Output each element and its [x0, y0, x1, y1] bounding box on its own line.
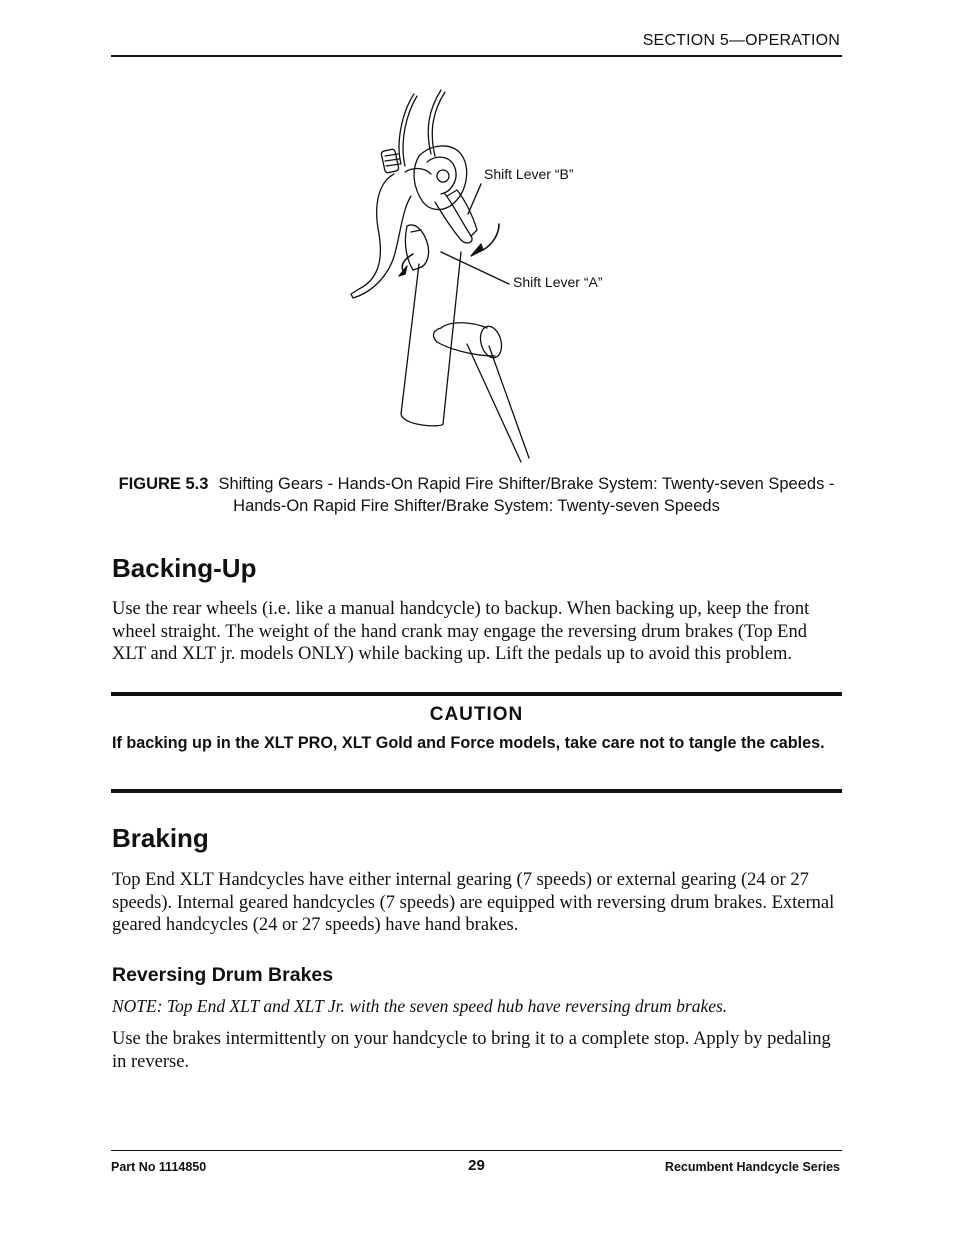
- footer-page-number: 29: [468, 1157, 485, 1174]
- heading-backing-up: Backing-Up: [112, 553, 257, 583]
- figure-caption: [111, 473, 842, 517]
- callout-shift-lever-b: Shift Lever “B”: [484, 166, 574, 182]
- caution-box: [111, 692, 842, 793]
- shifter-illustration: [111, 84, 842, 464]
- footer-part-number: Part No 1114850: [111, 1160, 207, 1174]
- heading-reversing-drum-brakes: Reversing Drum Brakes: [112, 964, 334, 986]
- figure-caption-text: Shifting Gears - Hands-On Rapid Fire Shifter/Brake System: Twenty-seven Speeds - Hands-On Rapid Fire Shifter/Brake System: Twenty-seven Speeds: [218, 475, 835, 515]
- callout-shift-lever-a: Shift Lever “A”: [513, 274, 603, 290]
- footer-series: Recumbent Handcycle Series: [664, 1160, 840, 1174]
- backing-up-body: Use the rear wheels (i.e. like a manual handcycle) to backup. When backing up, keep the front wheel straight. The weight of the hand crank may engage the reversing drum brakes (Top End XLT and XLT jr. models ONLY) while backing up. Lift the pedals up to avoid this problem.: [112, 599, 810, 664]
- page-header: [111, 30, 842, 57]
- caution-text: If backing up in the XLT PRO, XLT Gold and Force models, take care not to tangle the cables.: [112, 734, 825, 752]
- caution-title: CAUTION: [429, 704, 524, 725]
- page-footer: [111, 1150, 842, 1181]
- reversing-note: NOTE: Top End XLT and XLT Jr. with the seven speed hub have reversing drum brakes.: [112, 996, 728, 1016]
- heading-braking: Braking: [112, 823, 209, 853]
- figure-number: FIGURE 5.3: [118, 475, 209, 493]
- reversing-body: Use the brakes intermittently on your handcycle to bring it to a complete stop. Apply by pedaling in reverse.: [112, 1029, 831, 1072]
- braking-body: Top End XLT Handcycles have either internal gearing (7 speeds) or external gearing (24 or 27 speeds). Internal geared handcycles (7 speeds) are equipped with reversing drum brakes. External geared handcycles (24 or 27 speeds) have hand brakes.: [112, 870, 835, 935]
- figure-shifter-brake: [111, 84, 842, 464]
- section-title: SECTION 5—OPERATION: [642, 32, 840, 49]
